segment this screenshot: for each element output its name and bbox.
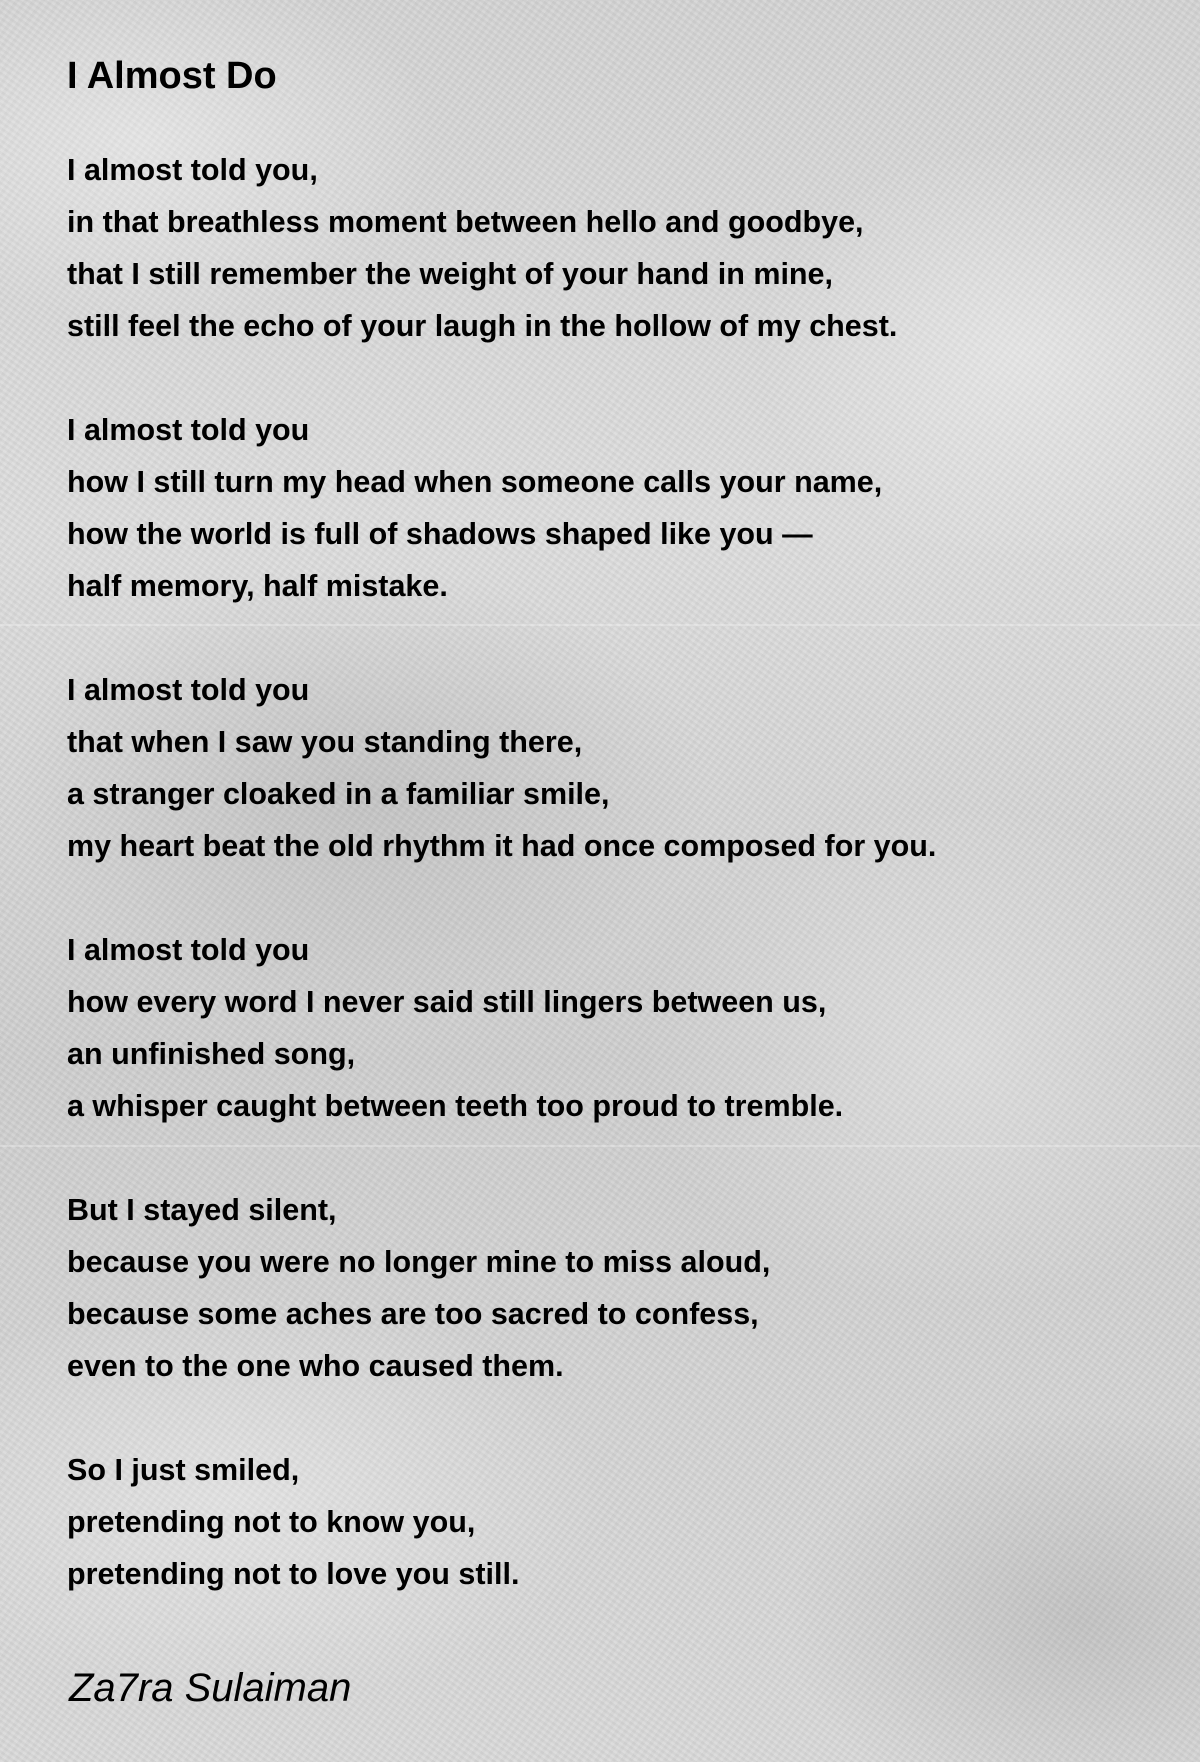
poem-line: a whisper caught between teeth too proud to tremble.	[67, 1089, 844, 1123]
poem-container	[67, 52, 1147, 1652]
stanza-3	[67, 664, 1147, 872]
poem-line: still feel the echo of your laugh in the hollow of my chest.	[67, 309, 898, 343]
poem-line: that when I saw you standing there,	[67, 725, 583, 759]
stanza-4	[67, 924, 1147, 1132]
poem-line: an unfinished song,	[67, 1037, 356, 1071]
poem-line: So I just smiled,	[67, 1453, 300, 1487]
stanza-2	[67, 404, 1147, 612]
poem-line: I almost told you,	[67, 153, 318, 187]
stanza-1	[67, 144, 1147, 352]
poem-line: even to the one who caused them.	[67, 1349, 564, 1383]
poem-line: I almost told you	[67, 413, 310, 447]
stanza-6	[67, 1444, 1147, 1600]
poem-line: how the world is full of shadows shaped like you —	[67, 517, 813, 551]
poem-line: I almost told you	[67, 673, 310, 707]
poem-line: I almost told you	[67, 933, 310, 967]
poem-title: I Almost Do	[67, 55, 277, 97]
poem-line: because some aches are too sacred to confess,	[67, 1297, 759, 1331]
poem-line: in that breathless moment between hello and goodbye,	[67, 205, 864, 239]
poem-line: because you were no longer mine to miss aloud,	[67, 1245, 771, 1279]
poem-line: how I still turn my head when someone calls your name,	[67, 465, 883, 499]
stanza-5	[67, 1184, 1147, 1392]
poem-line: pretending not to know you,	[67, 1505, 476, 1539]
poem-line: my heart beat the old rhythm it had once composed for you.	[67, 829, 937, 863]
poem-line: pretending not to love you still.	[67, 1557, 520, 1591]
poem-line: a stranger cloaked in a familiar smile,	[67, 777, 610, 811]
poem-line: that I still remember the weight of your hand in mine,	[67, 257, 833, 291]
poem-line: But I stayed silent,	[67, 1193, 337, 1227]
poem-line: half memory, half mistake.	[67, 569, 448, 603]
author-name: Za7ra Sulaiman	[69, 1666, 352, 1710]
poem-line: how every word I never said still lingers between us,	[67, 985, 827, 1019]
